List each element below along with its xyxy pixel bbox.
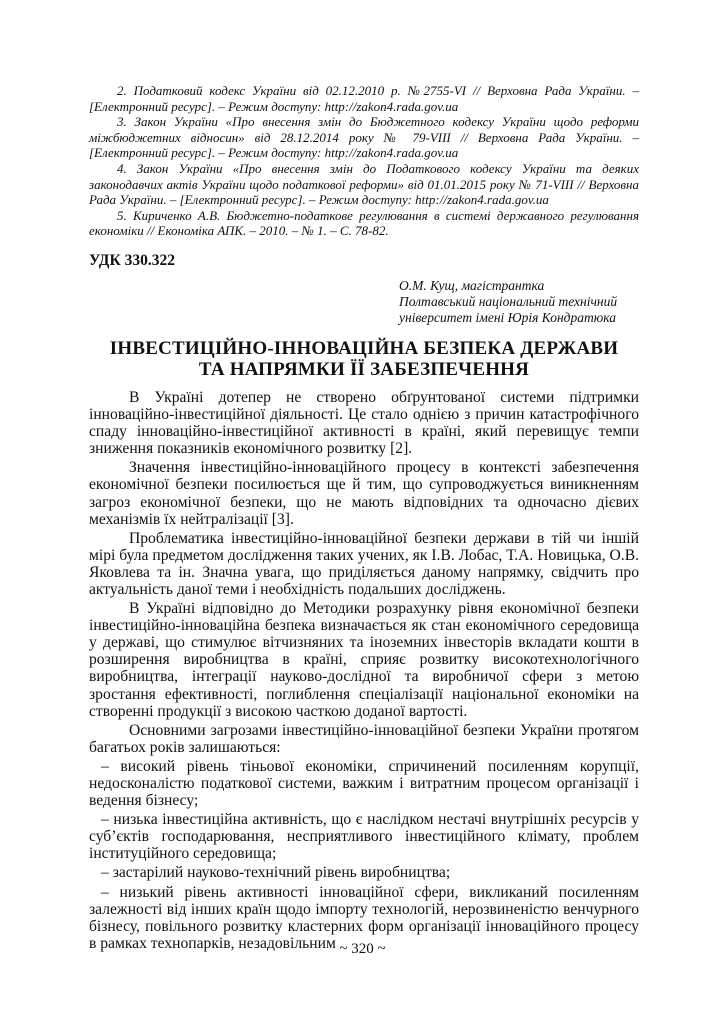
bullet-item: – високий рівень тіньової економіки, спричинений посиленням корупції, недосконалістю податкової системи, важким і витратним процесом організації і ведення бізнесу; <box>89 757 639 810</box>
reference-item: 4. Закон України «Про внесення змін до Податкового кодексу України та деяких законодавчих актів України щодо податкової реформи» від 01.01.2015 року № 71-VIII // Верховна Рада України. – [Електронний ресурс]. – Режим доступу: http://zakon4.rada.gov.ua <box>89 160 639 208</box>
reference-item: 3. Закон України «Про внесення змін до Бюджетного кодексу України щодо реформи міжбюджетних відносин» від 28.12.2014 року № 79-VIII // Верховна Рада України. – [Електронний ресурс]. – Режим доступу: http://zakon4.rada.gov.ua <box>89 114 639 161</box>
reference-item: 2. Податковий кодекс України від 02.12.2010 р. №2755-VI // Верховна Рада України. – [Електронний ресурс]. – Режим доступу: http://zakon4.rada.gov.ua <box>89 83 639 114</box>
article-title-line: ІНВЕСТИЦІЙНО-ІННОВАЦІЙНА БЕЗПЕКА ДЕРЖАВИ <box>109 337 619 359</box>
author-affiliation: університет імені Юрія Кондратюка <box>399 309 616 325</box>
page-number: ~ 320 ~ <box>339 941 386 957</box>
author-affiliation: Полтавський національний технічний <box>399 293 618 309</box>
reference-list <box>89 83 639 239</box>
author-block <box>399 278 639 326</box>
bullet-item: – низький рівень активності інноваційної сфери, викликаний посиленням залежності від інших країн щодо імпорту технологій, нерозвиненістю венчурного бізнесу, повільного розвитку кластерних форм організації інноваційного процесу в рамках технопарків, незадовільним <box>89 883 639 952</box>
bullet-item: – низька інвестиційна активність, що є наслідком нестачі внутрішніх ресурсів у суб’єктів господарювання, несприятливого інвестиційного клімату, проблем інституційного середовища; <box>89 811 639 863</box>
body-paragraph: Основними загрозами інвестиційно-інноваційної безпеки України протягом багатьох років залишаються: <box>89 721 639 756</box>
reference-item: 5. Кириченко А.В. Бюджетно-податкове регулювання в системі державного регулювання економіки // Економіка АПК. – 2010. – № 1. – С. 78-82. <box>89 207 639 239</box>
bullet-item: – застарілий науково-технічний рівень виробництва; <box>101 864 451 882</box>
article-title <box>89 338 639 380</box>
body-paragraph: Проблематика інвестиційно-інноваційної безпеки держави в тій чи іншій мірі була предметом дослідження таких учених, як І.В. Лобас, Т.А. Новицька, О.В. Яковлева та ін. Значна увага, що приділяється даному напрямку, свідчить про актуальність даної теми і необхідність подальших досліджень. <box>89 529 639 598</box>
article-title-line: ТА НАПРЯМКИ ЇЇ ЗАБЕЗПЕЧЕННЯ <box>198 358 530 380</box>
body-paragraph: В Україні відповідно до Методики розрахунку рівня економічної безпеки інвестиційно-інноваційна безпека визначається як стан економічного середовища у державі, що стимулює вітчизняних та іноземних інвесторів вкладати кошти в розширення виробництва в країні, сприяє розвитку високотехнологічного виробництва, інтеграції науково-дослідної та виробничої сфери з метою зростання ефективності, поглиблення спеціалізації національної економіки на створенні продукції з високою часткою доданої вартості. <box>89 600 639 720</box>
body-paragraph: Значення інвестиційно-інноваційного процесу в контексті забезпечення економічної безпеки посилюється ще й тим, що супроводжується виникненням загроз економічної безпеки, що не мають відповідних та одночасно дієвих механізмів їх нейтралізації [3]. <box>89 459 639 528</box>
author-name: О.М. Кущ, магістрантка <box>399 277 545 293</box>
body-paragraph: В Україні дотепер не створено обґрунтованої системи підтримки інноваційно-інвестиційної діяльності. Це стало однією з причин катастрофічного спаду інноваційно-інвестиційної активності в країні, який перевищує темпи зниження показників економічного розвитку [2]. <box>89 388 639 458</box>
article-body <box>89 389 639 952</box>
page-content <box>89 83 639 954</box>
udk-code: УДК 330.322 <box>89 251 175 269</box>
